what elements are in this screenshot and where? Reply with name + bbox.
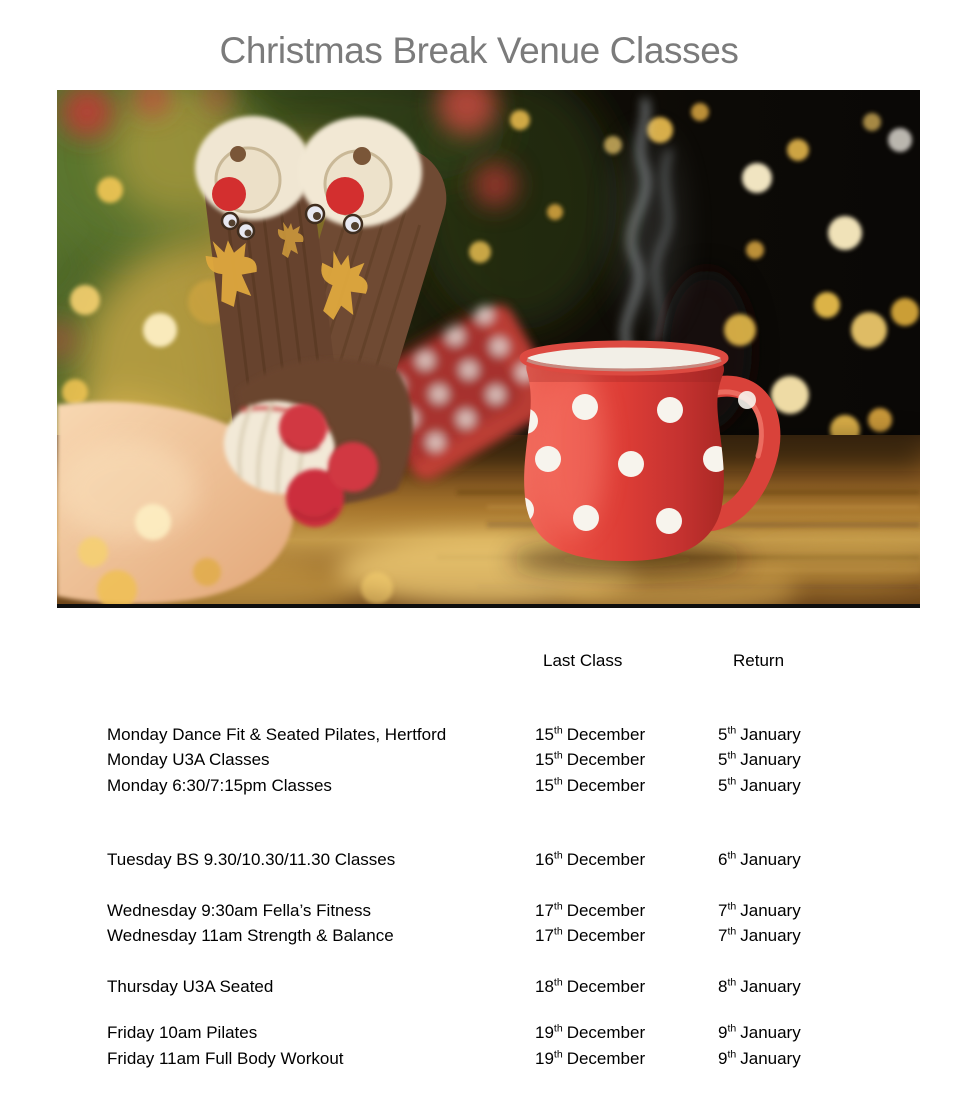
return-cell xyxy=(718,974,898,1000)
date-month: January xyxy=(740,1023,801,1042)
last-class-cell xyxy=(535,974,718,1000)
date-ordinal: th xyxy=(727,975,737,988)
date-month: January xyxy=(740,724,801,744)
date-month: January xyxy=(740,900,801,920)
table-row xyxy=(107,847,919,873)
class-name-cell: Friday 11am Full Body Workout xyxy=(107,1048,344,1068)
table-row xyxy=(107,773,919,799)
date-day: 15 xyxy=(535,775,554,795)
date-month: December xyxy=(566,900,646,920)
date-day: 15 xyxy=(535,750,554,769)
friday-group xyxy=(107,1020,919,1071)
last-class-cell xyxy=(535,1046,718,1072)
date-day: 5 xyxy=(718,724,728,744)
return-cell xyxy=(718,1020,898,1046)
last-class-cell xyxy=(535,847,718,873)
steam-haze xyxy=(621,135,677,325)
return-header: Return xyxy=(733,651,785,670)
date-month: January xyxy=(740,750,801,769)
monday-group xyxy=(107,722,919,799)
return-cell xyxy=(718,847,898,873)
christmas-photo xyxy=(57,90,920,608)
date-ordinal: th xyxy=(727,774,737,787)
date-month: January xyxy=(740,775,801,795)
date-ordinal: th xyxy=(553,975,563,988)
return-cell xyxy=(718,923,898,949)
date-month: January xyxy=(740,1048,801,1068)
date-ordinal: th xyxy=(553,849,563,862)
date-ordinal: th xyxy=(727,899,737,912)
date-month: January xyxy=(740,976,801,996)
class-name-cell: Wednesday 9:30am Fella’s Fitness xyxy=(107,900,371,920)
date-day: 19 xyxy=(535,1048,554,1068)
table-row xyxy=(107,722,919,748)
date-ordinal: th xyxy=(553,899,563,912)
return-cell xyxy=(718,773,898,799)
mug-rim xyxy=(523,344,725,372)
empty-header-cell xyxy=(107,648,535,674)
last-class-cell xyxy=(535,923,718,949)
date-day: 18 xyxy=(535,976,554,996)
table-row xyxy=(107,747,919,773)
leg-highlight xyxy=(57,440,197,540)
date-ordinal: th xyxy=(727,1022,737,1035)
date-month: December xyxy=(566,1023,646,1042)
date-day: 16 xyxy=(535,850,554,869)
date-ordinal: th xyxy=(553,1047,563,1060)
class-name-cell: Monday Dance Fit & Seated Pilates, Hertford xyxy=(107,724,447,744)
table-row xyxy=(107,898,919,924)
table-header-row xyxy=(107,648,919,674)
last-class-cell xyxy=(535,722,718,748)
date-day: 5 xyxy=(718,750,728,769)
date-day: 5 xyxy=(718,775,728,795)
date-ordinal: th xyxy=(553,774,563,787)
date-day: 9 xyxy=(718,1023,728,1042)
date-day: 7 xyxy=(718,900,728,920)
class-schedule-table xyxy=(107,648,919,1071)
thursday-group xyxy=(107,974,919,1000)
return-cell xyxy=(718,747,898,773)
date-ordinal: th xyxy=(727,723,737,736)
date-month: December xyxy=(566,850,646,869)
class-name-cell: Wednesday 11am Strength & Balance xyxy=(107,926,394,945)
return-cell xyxy=(718,722,898,748)
date-month: December xyxy=(566,775,646,795)
last-class-cell xyxy=(535,1020,718,1046)
date-day: 6 xyxy=(718,850,728,869)
wednesday-group xyxy=(107,898,919,949)
christmas-photo-illustration xyxy=(57,90,920,604)
date-day: 17 xyxy=(535,900,554,920)
class-name-cell: Friday 10am Pilates xyxy=(107,1023,258,1042)
date-ordinal: th xyxy=(553,925,563,938)
date-day: 15 xyxy=(535,724,554,744)
date-ordinal: th xyxy=(727,925,737,938)
last-class-cell xyxy=(535,773,718,799)
date-ordinal: th xyxy=(553,749,563,762)
table-row xyxy=(107,923,919,949)
return-cell xyxy=(718,1046,898,1072)
class-name-cell: Tuesday BS 9.30/10.30/11.30 Classes xyxy=(107,850,396,869)
return-cell xyxy=(718,898,898,924)
last-class-cell xyxy=(535,747,718,773)
date-day: 9 xyxy=(718,1048,728,1068)
date-ordinal: th xyxy=(727,1047,737,1060)
class-name-cell: Thursday U3A Seated xyxy=(107,976,274,996)
table-row xyxy=(107,974,919,1000)
class-name-cell: Monday 6:30/7:15pm Classes xyxy=(107,775,332,795)
date-ordinal: th xyxy=(727,849,737,862)
date-month: December xyxy=(566,926,646,945)
last-class-cell xyxy=(535,898,718,924)
date-day: 19 xyxy=(535,1023,554,1042)
table-row xyxy=(107,1020,919,1046)
date-ordinal: th xyxy=(553,1022,563,1035)
date-month: December xyxy=(566,1048,646,1068)
last-class-header: Last Class xyxy=(543,651,623,670)
date-month: January xyxy=(740,926,801,945)
tuesday-group xyxy=(107,847,919,873)
date-day: 17 xyxy=(535,926,554,945)
date-month: January xyxy=(740,850,801,869)
date-month: December xyxy=(566,976,646,996)
date-month: December xyxy=(566,724,646,744)
date-month: December xyxy=(566,750,646,769)
date-ordinal: th xyxy=(727,749,737,762)
date-ordinal: th xyxy=(553,723,563,736)
table-row xyxy=(107,1046,919,1072)
page-title: Christmas Break Venue Classes xyxy=(219,30,739,71)
class-name-cell: Monday U3A Classes xyxy=(107,750,270,769)
date-day: 7 xyxy=(718,926,728,945)
date-day: 8 xyxy=(718,976,728,996)
